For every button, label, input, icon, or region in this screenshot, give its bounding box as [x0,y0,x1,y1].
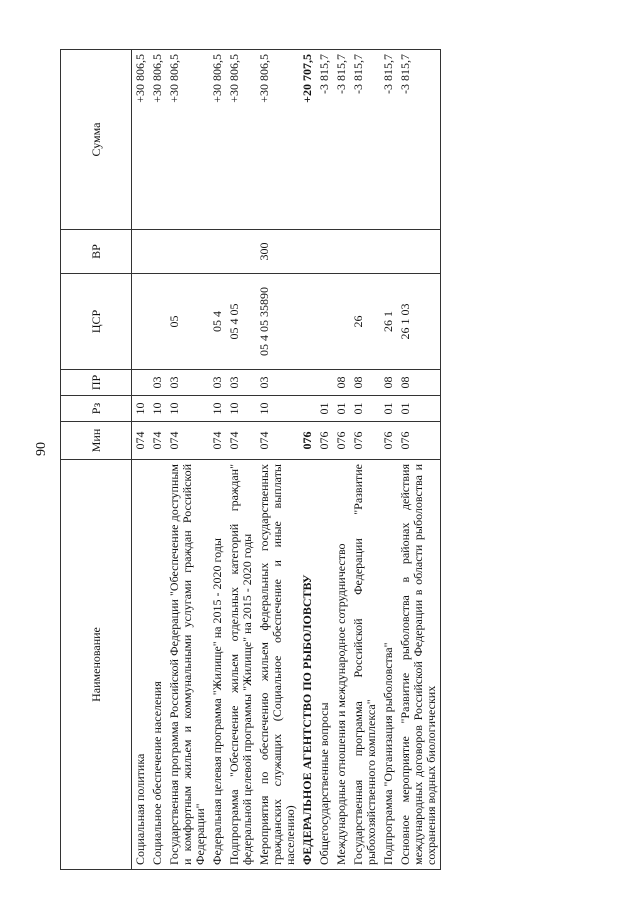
cell-sum: +30 806,5 [149,50,166,230]
cell-rz: 01 [380,396,397,422]
table-row [299,50,316,870]
cell-vr [226,230,256,274]
table-row [380,50,397,870]
cell-min: 076 [397,422,441,460]
cell-min: 074 [149,422,166,460]
cell-name: Мероприятия по обеспечению жильем федеральных государственных гражданских служащих (Социальное обеспечение и иные выплаты населению) [256,460,299,870]
cell-vr [166,230,209,274]
cell-csr: 05 4 05 [226,274,256,370]
cell-sum: +30 806,5 [166,50,209,230]
cell-csr [149,274,166,370]
cell-rz: 10 [209,396,226,422]
cell-sum: +30 806,5 [132,50,150,230]
cell-rz: 01 [316,396,333,422]
cell-pr [316,370,333,396]
table-row [226,50,256,870]
cell-rz: 10 [149,396,166,422]
cell-min: 076 [299,422,316,460]
cell-sum: -3 815,7 [397,50,441,230]
cell-min: 074 [256,422,299,460]
cell-name: Государственная программа Российской Федерации "Развитие рыбохозяйственного комплекса" [350,460,380,870]
cell-rz [299,396,316,422]
cell-sum: -3 815,7 [333,50,350,230]
cell-vr [350,230,380,274]
cell-sum: -3 815,7 [316,50,333,230]
page-number: 90 [34,442,49,456]
table-row [350,50,380,870]
table-body [132,50,441,870]
table-row [316,50,333,870]
cell-min: 076 [350,422,380,460]
cell-csr: 26 1 03 [397,274,441,370]
cell-pr: 03 [256,370,299,396]
cell-vr [333,230,350,274]
cell-csr: 05 4 05 35890 [256,274,299,370]
cell-min: 074 [132,422,150,460]
cell-sum: +30 806,5 [209,50,226,230]
cell-sum: +30 806,5 [256,50,299,230]
cell-pr: 03 [209,370,226,396]
cell-vr [380,230,397,274]
table-row [209,50,226,870]
cell-csr [132,274,150,370]
budget-table [60,49,441,870]
table-row [149,50,166,870]
cell-pr [299,370,316,396]
cell-csr: 26 [350,274,380,370]
cell-pr [132,370,150,396]
cell-min: 074 [226,422,256,460]
cell-vr [149,230,166,274]
cell-name: Подпрограмма "Обеспечение жильем отдельных категорий граждан" федеральной целевой программы "Жилище" на 2015 - 2020 годы [226,460,256,870]
cell-pr: 08 [333,370,350,396]
cell-sum: +20 707,5 [299,50,316,230]
cell-pr: 08 [350,370,380,396]
header-pr: ПР [61,370,132,396]
cell-vr: 300 [256,230,299,274]
cell-min: 076 [333,422,350,460]
cell-rz: 10 [166,396,209,422]
header-name: Наименование [61,460,132,870]
cell-name: Социальная политика [132,460,150,870]
cell-rz: 10 [132,396,150,422]
cell-vr [132,230,150,274]
header-vr: ВР [61,230,132,274]
cell-rz: 01 [397,396,441,422]
table-row [256,50,299,870]
cell-vr [397,230,441,274]
cell-min: 076 [380,422,397,460]
header-sum: Сумма [61,50,132,230]
rotated-page [60,50,580,870]
cell-pr: 03 [149,370,166,396]
cell-name: Государственная программа Российской Федерации "Обеспечение доступным и комфортным жильем и коммунальными услугами граждан Российской Федерации" [166,460,209,870]
table-row [166,50,209,870]
cell-pr: 08 [380,370,397,396]
cell-name: Подпрограмма "Организация рыболовства" [380,460,397,870]
table-header-row [61,50,132,870]
cell-min: 074 [166,422,209,460]
table-row [333,50,350,870]
cell-name: Федеральная целевая программа "Жилище" на 2015 - 2020 годы [209,460,226,870]
cell-rz: 10 [256,396,299,422]
header-rz: Рз [61,396,132,422]
cell-csr: 05 [166,274,209,370]
cell-csr: 05 4 [209,274,226,370]
cell-rz: 01 [350,396,380,422]
cell-csr: 26 1 [380,274,397,370]
cell-rz: 10 [226,396,256,422]
cell-sum: -3 815,7 [380,50,397,230]
cell-sum: +30 806,5 [226,50,256,230]
cell-name: Социальное обеспечение населения [149,460,166,870]
cell-vr [299,230,316,274]
table-row [397,50,441,870]
cell-pr: 08 [397,370,441,396]
header-csr: ЦСР [61,274,132,370]
cell-csr [333,274,350,370]
cell-rz: 01 [333,396,350,422]
table-row [132,50,150,870]
header-min: Мин [61,422,132,460]
cell-min: 074 [209,422,226,460]
cell-name: Общегосударственные вопросы [316,460,333,870]
cell-csr [299,274,316,370]
cell-sum: -3 815,7 [350,50,380,230]
cell-pr: 03 [226,370,256,396]
cell-pr: 03 [166,370,209,396]
cell-csr [316,274,333,370]
cell-vr [209,230,226,274]
cell-vr [316,230,333,274]
cell-name: Основное мероприятие "Развитие рыболовства в районах действия международных договоров Российской Федерации в области рыболовства и сохранения водных биологических [397,460,441,870]
cell-name: ФЕДЕРАЛЬНОЕ АГЕНТСТВО ПО РЫБОЛОВСТВУ [299,460,316,870]
cell-min: 076 [316,422,333,460]
cell-name: Международные отношения и международное сотрудничество [333,460,350,870]
